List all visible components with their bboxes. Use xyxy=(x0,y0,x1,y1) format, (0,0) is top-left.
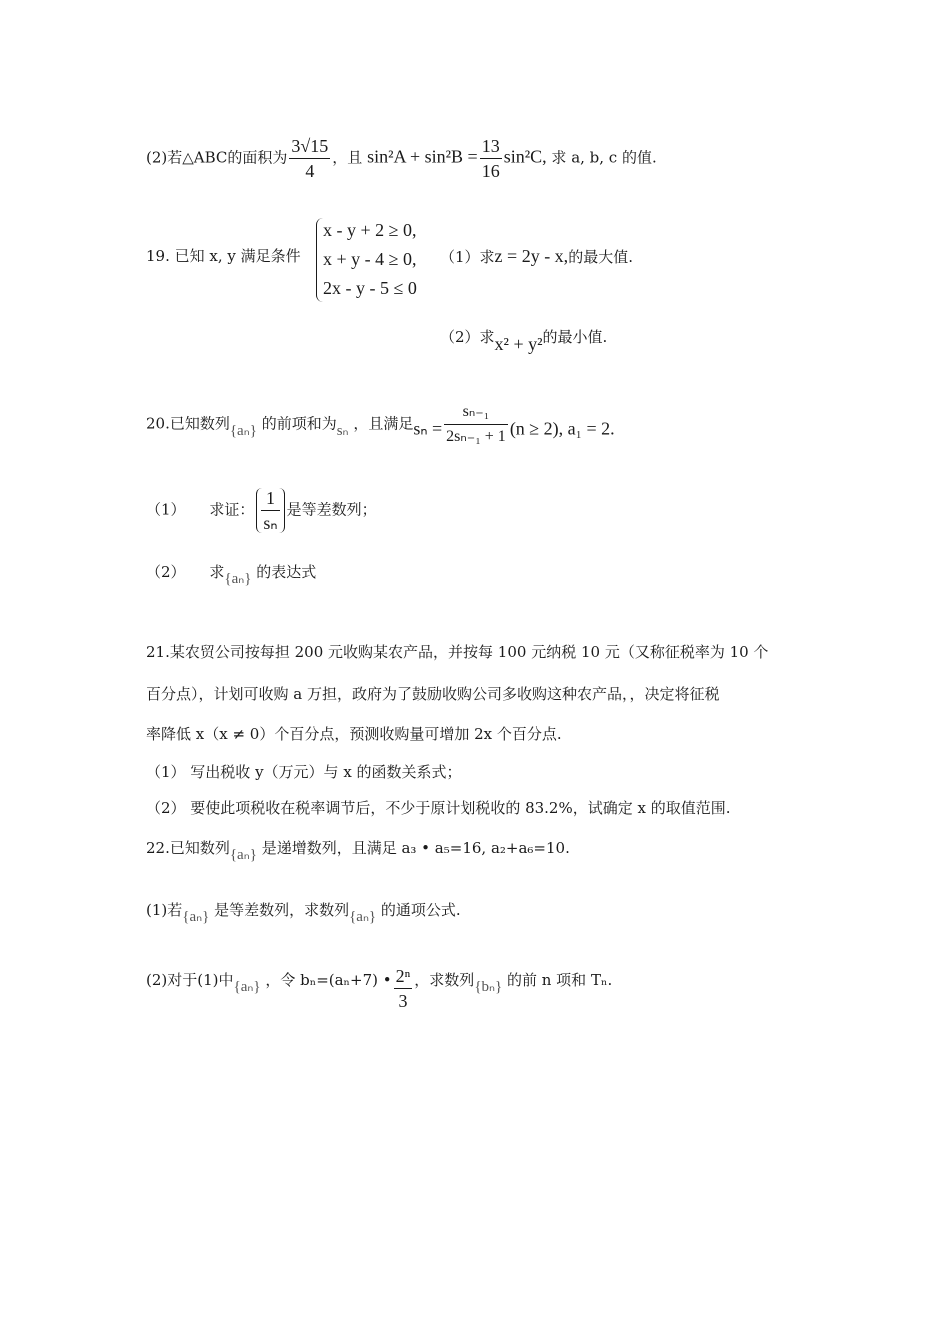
q20-recurrence-fraction: $\frac{\text{sₙ₋₁}}{\text{2sₙ₋₁ + 1}}$ xyxy=(446,403,506,445)
q18-prefix: (2)若△ABC的面积为 xyxy=(146,148,288,167)
q19-part1: （1）求z = 2y - x,的最大值. xyxy=(440,246,633,266)
q18-part2: (2)若△ABC的面积为 $\frac{3√15}{4}$ ，且 sin²A + sin²B = $\frac{13}{16}$ sin²C, 求 a, b, c 的值. xyxy=(146,136,657,181)
q20-statement: 20.已知数列{aₙ} 的前项和为sₙ ，且满足sₙ = $\frac{\text{sₙ₋₁}}{\text{2sₙ₋₁ + 1}}$ (n ≥ 2), a₁ = 2. xyxy=(146,403,615,445)
q19-condition-3: 2x - y - 5 ≤ 0 xyxy=(323,278,417,298)
q21-part2: （2） 要使此项税收在税率调节后，不少于原计划税收的 83.2%，试确定 x 的取值范围. xyxy=(146,799,731,817)
q20-part1: （1） 求证： $\frac{1}{\text{sₙ}}$ 是等差数列； xyxy=(146,488,377,533)
q22-part2: (2)对于(1)中{aₙ} ，令 bₙ=(aₙ+7) • $\frac{\text{2ⁿ}}{3}$ ，求数列{bₙ} 的前 n 项和 Tₙ. xyxy=(146,966,613,1011)
q22-statement: 22.已知数列{aₙ} 是递增数列，且满足 a₃ • a₅=16, a₂+a₆=10. xyxy=(146,839,570,863)
q22-part1: (1)若{aₙ} 是等差数列，求数列{aₙ} 的通项公式. xyxy=(146,901,461,925)
q18-equation-left: sin²A + sin²B = xyxy=(367,146,478,167)
q19-part2: （2）求x² + y²的最小值. xyxy=(440,328,608,354)
q19-label: 19. 已知 x, y 满足条件 xyxy=(146,247,301,265)
q21-part1: （1） 写出税收 y（万元）与 x 的函数关系式； xyxy=(146,763,462,781)
q19-condition-1: x - y + 2 ≥ 0, xyxy=(323,220,417,240)
q18-ratio-fraction: $\frac{13}{16}$ xyxy=(481,136,500,181)
sequence-a-n: {aₙ} xyxy=(229,422,257,439)
q20-part2: （2） 求{aₙ} 的表达式 xyxy=(146,563,317,587)
q18-area-fraction: $\frac{3√15}{4}$ xyxy=(291,136,329,181)
q18-suffix: 求 a, b, c 的值. xyxy=(551,148,657,167)
q21-line-2: 百分点），计划可收购 a 万担，政府为了鼓励收购公司多收购这种农产品，，决定将征税 xyxy=(146,685,720,703)
q19-brace xyxy=(316,218,323,302)
q19-condition-2: x + y - 4 ≥ 0, xyxy=(323,249,417,269)
q21-line-3: 率降低 x（x ≠ 0）个百分点，预测收购量可增加 2x 个百分点. xyxy=(146,725,562,743)
q22-power-fraction: $\frac{\text{2ⁿ}}{3}$ xyxy=(395,966,411,1011)
q20-reciprocal-fraction: $\frac{1}{\text{sₙ}}$ xyxy=(256,488,284,533)
q21-line-1: 21.某农贸公司按每担 200 元收购某农产品，并按每 100 元纳税 10 元（又称征税率为 10 个 xyxy=(146,643,769,661)
